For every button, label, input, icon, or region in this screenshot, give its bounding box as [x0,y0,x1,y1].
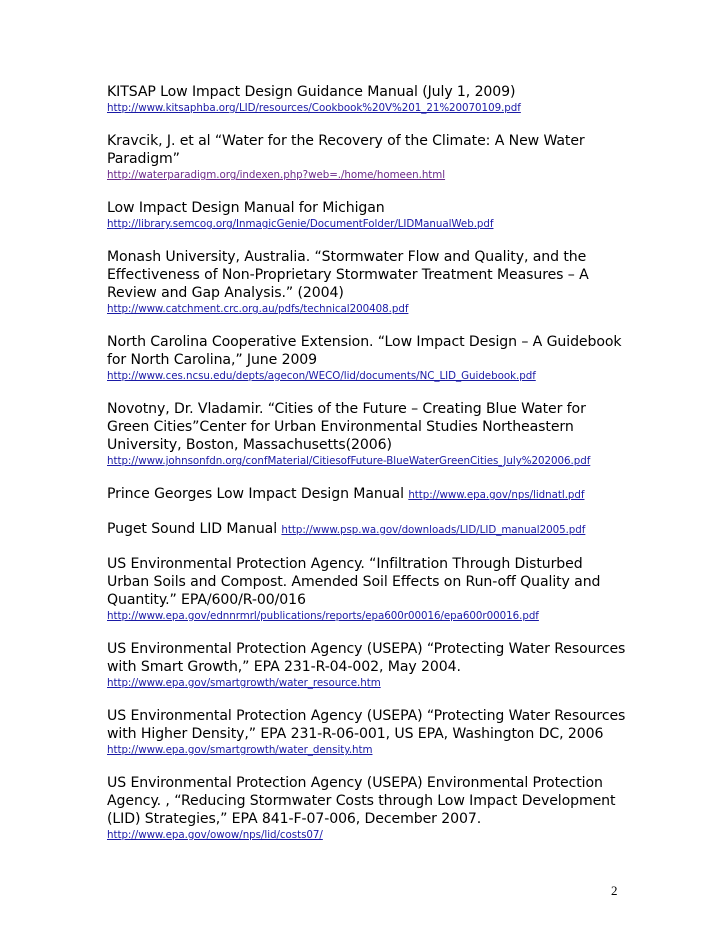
reference-citation: US Environmental Protection Agency. “Infiltration Through Disturbed Urban Soils and Compost. Amended Soil Effects on Run-off Quality and Quantity.” EPA/600/R-00/016 [107,556,601,608]
reference-citation: Monash University, Australia. “Stormwater Flow and Quality, and the Effectiveness of Non-Proprietary Stormwater Treatment Measures – A Review and Gap Analysis.” (2004) [107,249,589,301]
reference-citation: North Carolina Cooperative Extension. “Low Impact Design – A Guidebook for North Carolina,” June 2009 [107,334,622,368]
reference-list [107,83,627,859]
reference-item [107,132,627,182]
reference-link[interactable]: http://library.semcog.org/InmagicGenie/DocumentFolder/LIDManualWeb.pdf [107,218,494,230]
reference-link[interactable]: http://www.kitsaphba.org/LID/resources/Cookbook%20V%201_21%20070109.pdf [107,102,521,114]
reference-link[interactable]: http://www.psp.wa.gov/downloads/LID/LID_manual2005.pdf [281,524,586,536]
reference-citation-text: Puget Sound LID Manual [107,521,278,537]
reference-citation: US Environmental Protection Agency (USEPA) “Protecting Water Resources with Smart Growth,” EPA 231-R-04-002, May 2004. [107,641,626,675]
reference-item [107,400,627,468]
reference-citation: Low Impact Design Manual for Michigan [107,200,385,216]
reference-item [107,640,627,690]
reference-item [107,707,627,757]
reference-item [107,248,627,316]
reference-link[interactable]: http://www.epa.gov/smartgrowth/water_density.htm [107,744,373,756]
reference-item [107,199,627,231]
reference-item [107,774,627,842]
reference-item [107,555,627,623]
page-number: 2 [611,883,618,898]
reference-item [107,83,627,115]
reference-citation [107,520,627,538]
reference-citation: Kravcik, J. et al “Water for the Recovery of the Climate: A New Water Paradigm” [107,133,585,167]
reference-item [107,485,627,503]
reference-item [107,333,627,383]
reference-link[interactable]: http://www.catchment.crc.org.au/pdfs/technical200408.pdf [107,303,409,315]
reference-citation: US Environmental Protection Agency (USEPA) “Protecting Water Resources with Higher Density,” EPA 231-R-06-001, US EPA, Washington DC, 2006 [107,708,626,742]
reference-link[interactable]: http://www.epa.gov/owow/nps/lid/costs07/ [107,829,323,841]
reference-citation-text: Prince Georges Low Impact Design Manual [107,486,404,502]
reference-link[interactable]: http://www.epa.gov/ednnrmrl/publications/reports/epa600r00016/epa600r00016.pdf [107,610,539,622]
reference-link[interactable]: http://www.johnsonfdn.org/confMaterial/CitiesofFuture-BlueWaterGreenCities_July%202006.pdf [107,455,591,467]
reference-citation [107,485,627,503]
reference-citation: US Environmental Protection Agency (USEPA) Environmental Protection Agency. , “Reducing Stormwater Costs through Low Impact Development (LID) Strategies,” EPA 841-F-07-006, December 2007. [107,775,616,827]
reference-link[interactable]: http://www.epa.gov/smartgrowth/water_resource.htm [107,677,381,689]
reference-link[interactable]: http://www.ces.ncsu.edu/depts/agecon/WECO/lid/documents/NC_LID_Guidebook.pdf [107,370,536,382]
reference-citation: KITSAP Low Impact Design Guidance Manual (July 1, 2009) [107,84,516,100]
reference-item [107,520,627,538]
reference-link[interactable]: http://waterparadigm.org/indexen.php?web=./home/homeen.html [107,169,446,181]
reference-citation: Novotny, Dr. Vladamir. “Cities of the Future – Creating Blue Water for Green Cities”Center for Urban Environmental Studies Northeastern University, Boston, Massachusetts(2006) [107,401,586,453]
reference-link[interactable]: http://www.epa.gov/nps/lidnatl.pdf [408,489,585,501]
